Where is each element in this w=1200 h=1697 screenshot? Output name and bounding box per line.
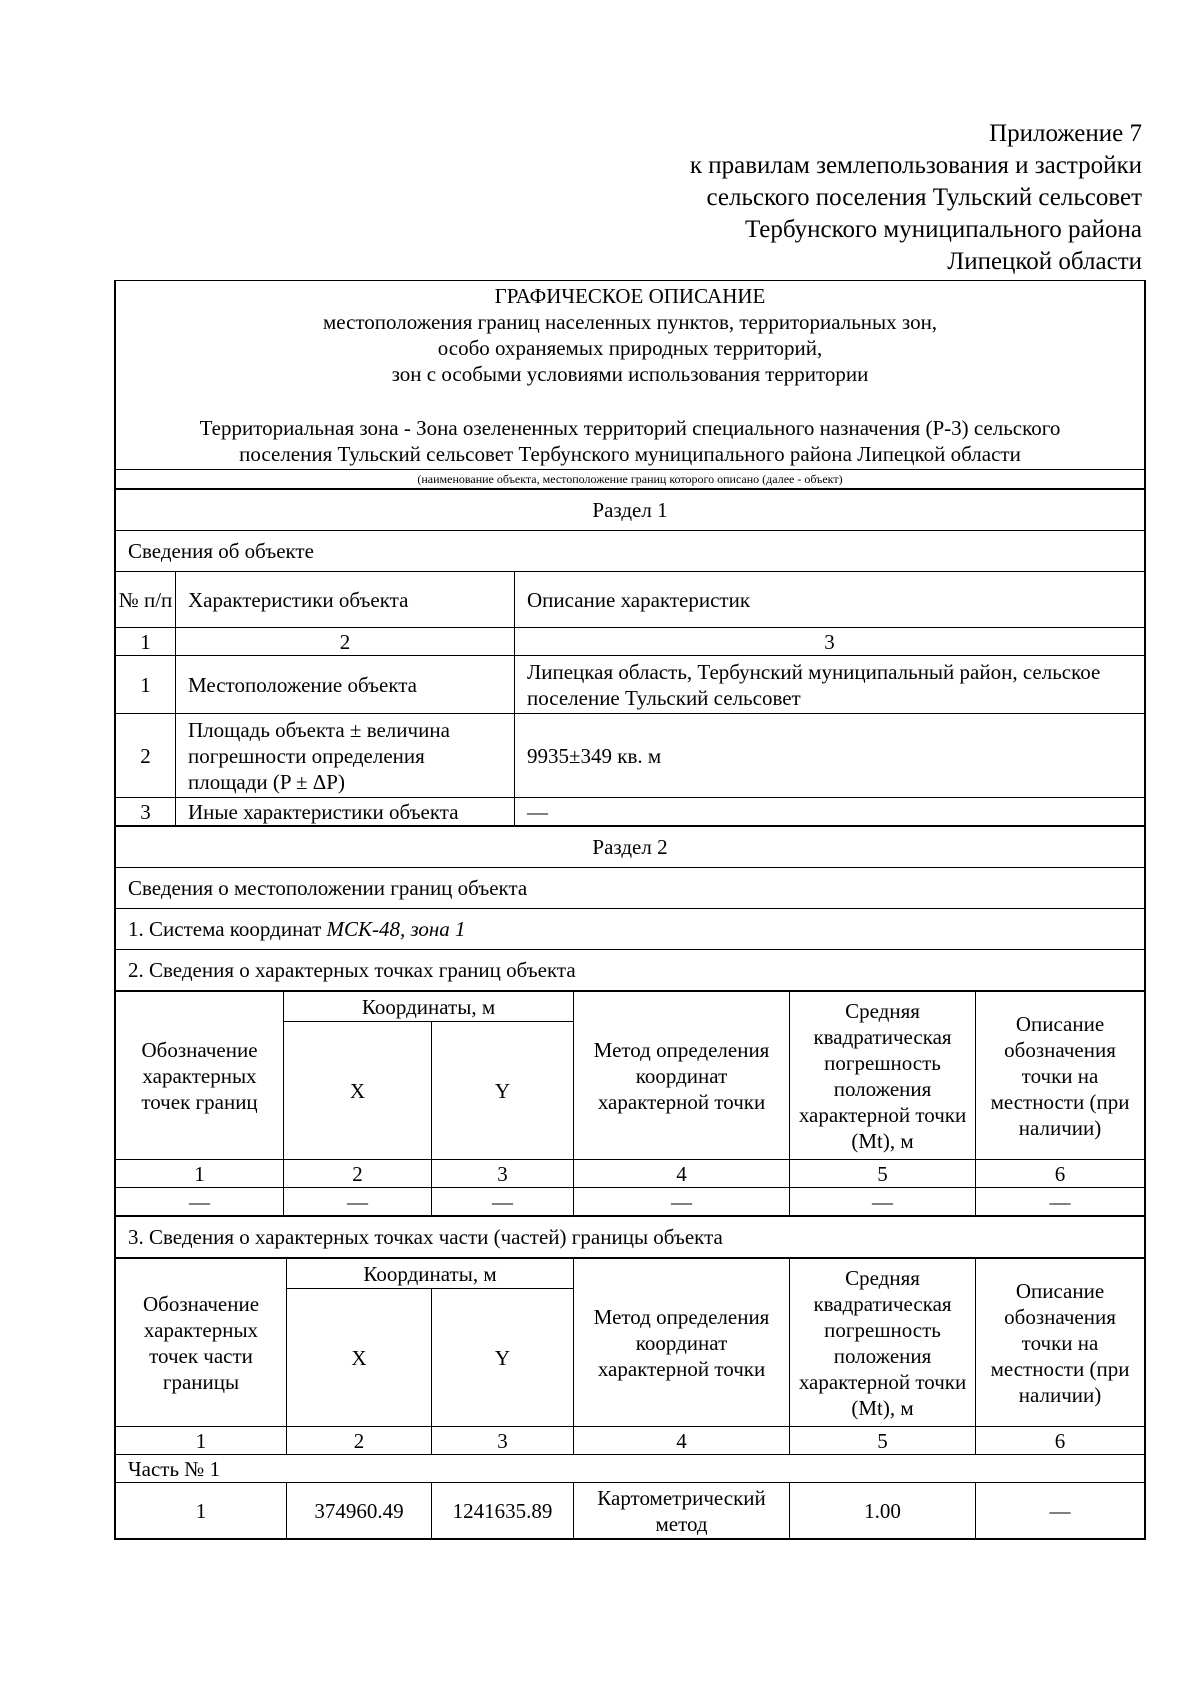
section2-subtitle: Сведения о местоположении границ объекта bbox=[116, 868, 1145, 909]
header-table bbox=[115, 280, 1145, 489]
empty-cell: — bbox=[432, 1188, 574, 1216]
document-frame bbox=[114, 280, 1146, 1540]
column-number: 1 bbox=[116, 1427, 287, 1455]
empty-cell: — bbox=[116, 1188, 284, 1216]
section1-title: Раздел 1 bbox=[116, 490, 1145, 531]
appendix-line: сельского поселения Тульский сельсовет bbox=[706, 184, 1142, 211]
appendix-line: Липецкой области bbox=[947, 248, 1142, 275]
row-characteristic: Площадь объекта ± величина погрешности определения площади (P ± ΔP) bbox=[176, 714, 515, 798]
subtitle-line: зон с особыми условиями использования территории bbox=[391, 362, 869, 386]
column-number: 2 bbox=[287, 1427, 432, 1455]
row-characteristic: Местоположение объекта bbox=[176, 656, 515, 714]
column-number: 2 bbox=[176, 628, 515, 656]
parts-error-header: Средняя квадратическая погрешность положения характерной точки (Mt), м bbox=[790, 1259, 976, 1427]
table-row bbox=[116, 798, 1145, 826]
point-number: 1 bbox=[116, 1483, 287, 1539]
points-coords-header: Координаты, м bbox=[284, 992, 574, 1022]
points-x-header: X bbox=[284, 1022, 432, 1160]
table-row bbox=[116, 714, 1145, 798]
coordinate-system-label: 1. Система координат bbox=[128, 917, 327, 941]
appendix-line: Приложение 7 bbox=[989, 120, 1142, 147]
parts-method-header: Метод определения координат характерной точки bbox=[574, 1259, 790, 1427]
points-designation-header: Обозначение характерных точек границ bbox=[116, 992, 284, 1160]
column-number: 2 bbox=[284, 1160, 432, 1188]
column-header-number: № п/п bbox=[116, 572, 176, 628]
row-description: — bbox=[515, 798, 1145, 826]
point-description: — bbox=[976, 1483, 1145, 1539]
empty-cell: — bbox=[976, 1188, 1145, 1216]
appendix-line: к правилам землепользования и застройки bbox=[689, 152, 1142, 179]
section1-table bbox=[115, 489, 1145, 826]
empty-cell: — bbox=[574, 1188, 790, 1216]
table-row bbox=[116, 1483, 1145, 1539]
row-description: Липецкая область, Тербунский муниципальный район, сельское поселение Тульский сельсовет bbox=[515, 656, 1145, 714]
column-number: 3 bbox=[432, 1427, 574, 1455]
appendix-heading bbox=[442, 118, 1142, 278]
part-label: Часть № 1 bbox=[116, 1455, 1145, 1483]
row-number: 1 bbox=[116, 656, 176, 714]
table-row bbox=[116, 1188, 1145, 1216]
column-number: 3 bbox=[432, 1160, 574, 1188]
point-error: 1.00 bbox=[790, 1483, 976, 1539]
point-y: 1241635.89 bbox=[432, 1483, 574, 1539]
subtitle-line: особо охраняемых природных территорий, bbox=[437, 336, 823, 360]
document-title: ГРАФИЧЕСКОЕ ОПИСАНИЕ bbox=[494, 284, 766, 308]
row-number: 3 bbox=[116, 798, 176, 826]
point-method: Картометрический метод bbox=[574, 1483, 790, 1539]
parts-description-header: Описание обозначения точки на местности (при наличии) bbox=[976, 1259, 1145, 1427]
section1-subtitle: Сведения об объекте bbox=[116, 531, 1145, 572]
zone-note: (наименование объекта, местоположение границ которого описано (далее - объект) bbox=[116, 470, 1145, 489]
column-number: 1 bbox=[116, 628, 176, 656]
column-number: 4 bbox=[574, 1160, 790, 1188]
table-row bbox=[116, 656, 1145, 714]
parts-designation-header: Обозначение характерных точек части границы bbox=[116, 1259, 287, 1427]
row-number: 2 bbox=[116, 714, 176, 798]
points-description-header: Описание обозначения точки на местности (при наличии) bbox=[976, 992, 1145, 1160]
points-error-header: Средняя квадратическая погрешность положения характерной точки (Mt), м bbox=[790, 992, 976, 1160]
section2-table bbox=[115, 826, 1145, 991]
subtitle-line: местоположения границ населенных пунктов, территориальных зон, bbox=[322, 310, 938, 334]
column-header-characteristic: Характеристики объекта bbox=[176, 572, 515, 628]
column-number: 3 bbox=[515, 628, 1145, 656]
row-characteristic: Иные характеристики объекта bbox=[176, 798, 515, 826]
points-method-header: Метод определения координат характерной точки bbox=[574, 992, 790, 1160]
column-number: 6 bbox=[976, 1427, 1145, 1455]
parts-coords-header: Координаты, м bbox=[287, 1259, 574, 1289]
column-number: 5 bbox=[790, 1160, 976, 1188]
column-header-description: Описание характеристик bbox=[515, 572, 1145, 628]
appendix-line: Тербунского муниципального района bbox=[744, 216, 1142, 243]
column-number: 1 bbox=[116, 1160, 284, 1188]
points-y-header: Y bbox=[432, 1022, 574, 1160]
parts-table bbox=[115, 1258, 1145, 1539]
row-description: 9935±349 кв. м bbox=[515, 714, 1145, 798]
column-number: 5 bbox=[790, 1427, 976, 1455]
coordinate-system bbox=[116, 909, 1145, 950]
header-cell bbox=[116, 281, 1145, 470]
column-number: 4 bbox=[574, 1427, 790, 1455]
parts-title-table bbox=[115, 1216, 1145, 1258]
parts-title: 3. Сведения о характерных точках части (частей) границы объекта bbox=[116, 1217, 1145, 1258]
coordinate-system-value: МСК-48, зона 1 bbox=[326, 917, 466, 941]
zone-line: поселения Тульский сельсовет Тербунского муниципального района Липецкой области bbox=[239, 442, 1021, 466]
column-number: 6 bbox=[976, 1160, 1145, 1188]
section2-title: Раздел 2 bbox=[116, 827, 1145, 868]
points-title: 2. Сведения о характерных точках границ объекта bbox=[116, 950, 1145, 991]
zone-line: Территориальная зона - Зона озелененных территорий специального назначения (Р-3) сельского bbox=[199, 416, 1061, 440]
parts-y-header: Y bbox=[432, 1289, 574, 1427]
empty-cell: — bbox=[790, 1188, 976, 1216]
parts-x-header: X bbox=[287, 1289, 432, 1427]
points-table bbox=[115, 991, 1145, 1216]
point-x: 374960.49 bbox=[287, 1483, 432, 1539]
empty-cell: — bbox=[284, 1188, 432, 1216]
